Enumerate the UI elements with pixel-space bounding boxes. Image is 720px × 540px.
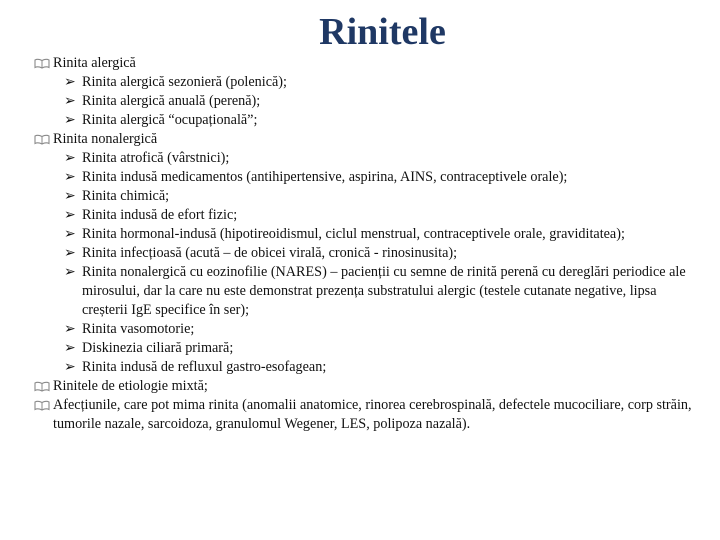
item-text: Rinita nonalergică [53, 131, 158, 147]
arrow-bullet-icon: ➢ [64, 321, 76, 337]
sub-list-item [0, 73, 720, 92]
item-text: Rinitele de etiologie mixtă; [53, 378, 208, 394]
list-item [0, 377, 720, 396]
sub-list-item [0, 320, 720, 339]
arrow-bullet-icon: ➢ [64, 150, 76, 166]
item-text: Rinita chimică; [82, 188, 170, 204]
sub-list-item [0, 187, 720, 206]
item-text: Rinita vasomotorie; [82, 321, 195, 337]
arrow-bullet-icon: ➢ [64, 112, 76, 128]
item-text: Rinita indusă medicamentos (antihipertensive, aspirina, AINS, contraceptivele orale); [82, 169, 568, 185]
arrow-bullet-icon: ➢ [64, 207, 76, 223]
arrow-bullet-icon: ➢ [64, 93, 76, 109]
item-text: Afecțiunile, care pot mima rinita (anomalii anatomice, rinorea cerebrospinală, defectele mucociliare, corp străin, tumorile nazale, sarcoidoza, granulomul Wegener, LES, polipoza nazală). [53, 397, 692, 432]
list-item [0, 396, 720, 434]
page-title: Rinitele [319, 11, 446, 53]
sub-list-item [0, 111, 720, 130]
sub-list-item [0, 339, 720, 358]
open-book-bullet-icon [34, 381, 50, 392]
list-item [0, 130, 720, 149]
item-text: Diskinezia ciliară primară; [82, 340, 234, 356]
sub-list-item [0, 92, 720, 111]
sub-list-item [0, 263, 720, 320]
arrow-bullet-icon: ➢ [64, 359, 76, 375]
item-text: Rinita nonalergică cu eozinofilie (NARES) – pacienții cu semne de rinită perenă cu dereglări periodice ale mirosului, dar la care nu este demonstrat prezența substratului alergic (testele cutanate negative, lipsa creșterii IgE specifice în ser); [82, 264, 686, 318]
arrow-bullet-icon: ➢ [64, 226, 76, 242]
item-text: Rinita alergică sezonieră (polenică); [82, 74, 287, 90]
sub-list-item [0, 206, 720, 225]
arrow-bullet-icon: ➢ [64, 74, 76, 90]
item-text: Rinita indusă de efort fizic; [82, 207, 238, 223]
item-text: Rinita hormonal-indusă (hipotireoidismul, ciclul menstrual, contraceptivele orale, graviditatea); [82, 226, 625, 242]
sub-list-item [0, 225, 720, 244]
item-text: Rinita indusă de refluxul gastro-esofagean; [82, 359, 327, 375]
sub-list-item [0, 168, 720, 187]
arrow-bullet-icon: ➢ [64, 169, 76, 185]
arrow-bullet-icon: ➢ [64, 245, 76, 261]
open-book-bullet-icon [34, 58, 50, 69]
arrow-bullet-icon: ➢ [64, 340, 76, 356]
sub-list-item [0, 244, 720, 263]
open-book-bullet-icon [34, 134, 50, 145]
list-item [0, 54, 720, 73]
arrow-bullet-icon: ➢ [64, 188, 76, 204]
open-book-bullet-icon [34, 400, 50, 411]
item-text: Rinita alergică [53, 55, 136, 71]
sub-list-item [0, 149, 720, 168]
item-text: Rinita alergică “ocupațională”; [82, 112, 258, 128]
item-text: Rinita alergică anuală (perenă); [82, 93, 261, 109]
bullet-list [0, 54, 720, 434]
item-text: Rinita infecțioasă (acută – de obicei virală, cronică - rinosinusita); [82, 245, 458, 261]
item-text: Rinita atrofică (vârstnici); [82, 150, 230, 166]
sub-list-item [0, 358, 720, 377]
arrow-bullet-icon: ➢ [64, 264, 76, 280]
